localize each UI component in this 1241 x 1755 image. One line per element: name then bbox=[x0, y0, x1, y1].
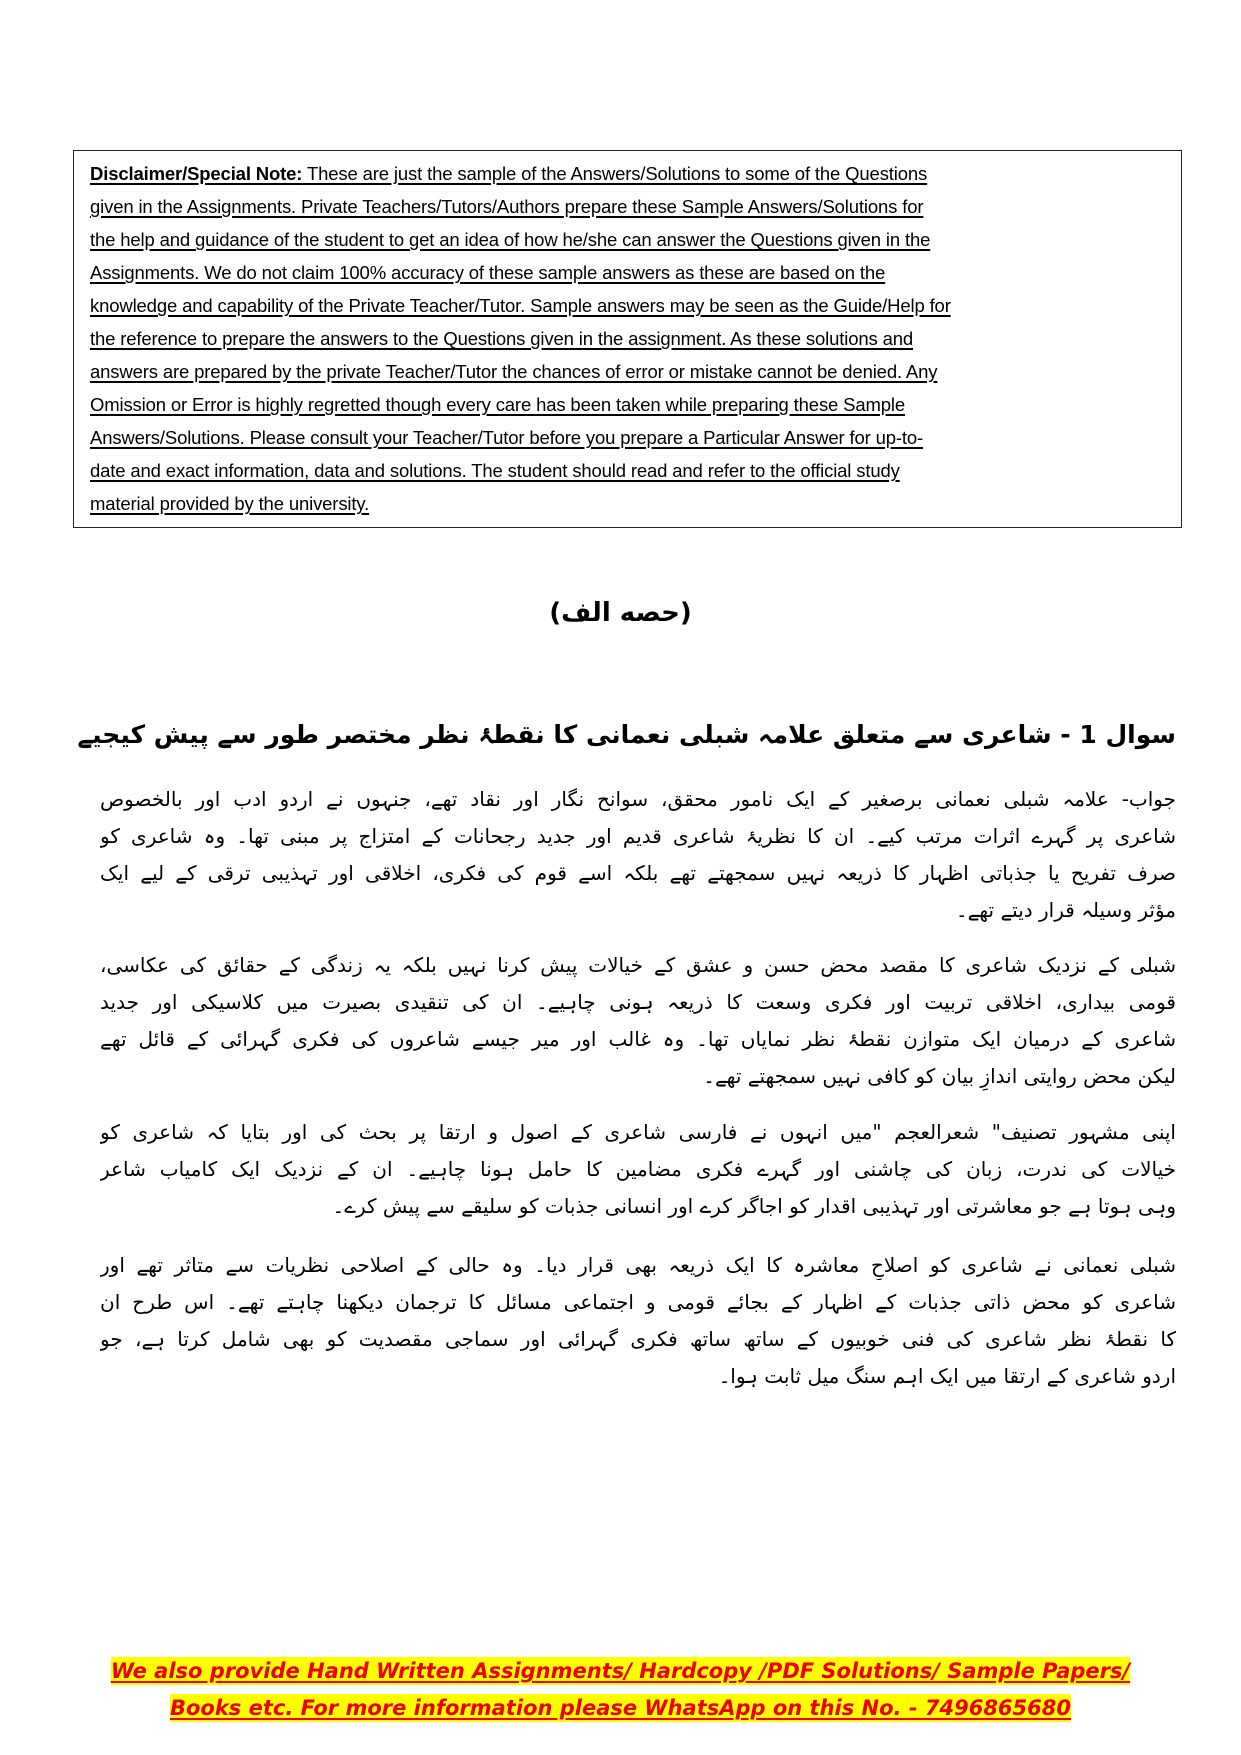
answer-line: خیالات کی ندرت، زبان کی چاشنی اور گہرے فکری مضامین کا حامل ہونا چاہیے۔ ان کے نزدیک ایک کامیاب شاعر bbox=[100, 1157, 1176, 1181]
answer-line: جواب- علامہ شبلی نعمانی برصغیر کے ایک نامور محقق، سوانح نگار اور نقاد تھے، جنہوں نے اردو ادب اور بالخصوص bbox=[100, 787, 1176, 811]
disclaimer-line: Answers/Solutions. Please consult your Teacher/Tutor before you prepare a Particular Answer for up-to- bbox=[90, 427, 924, 448]
answer-line: شبلی نعمانی نے شاعری کو اصلاحِ معاشرہ کا ایک ذریعہ بھی قرار دیا۔ وہ حالی کے اصلاحی نظریات سے متاثر تھے اور bbox=[100, 1253, 1176, 1277]
disclaimer-line: the reference to prepare the answers to the Questions given in the assignment. As these solutions and bbox=[90, 328, 913, 349]
disclaimer-line: Assignments. We do not claim 100% accuracy of these sample answers as these are based on the bbox=[90, 262, 886, 283]
disclaimer-line: Omission or Error is highly regretted though every care has been taken while preparing these Sample bbox=[90, 394, 906, 415]
answer-line: شبلی کے نزدیک شاعری کا مقصد محض حسن و عشق کے خیالات پیش کرنا نہیں بلکہ یہ زندگی کے حقائق کی عکاسی، bbox=[100, 953, 1176, 977]
section-heading: (حصه الف) bbox=[549, 598, 692, 628]
answer-line: شاعری کے درمیان ایک متوازن نقطۂ نظر نمایاں تھا۔ وہ غالب اور میر جیسے شاعروں کی فکری گہرائی کے قائل تھے bbox=[100, 1027, 1176, 1051]
answer-line: قومی بیداری، اخلاقی تربیت اور فکری وسعت کا ذریعہ ہونی چاہیے۔ ان کی تنقیدی بصیرت میں کلاسیکی اور جدید bbox=[100, 990, 1176, 1014]
answer-line: وہی ہوتا ہے جو معاشرتی اور تہذیبی اقدار کو اجاگر کرے اور انسانی جذبات کو سلیقے سے پیش کرے۔ bbox=[332, 1194, 1176, 1218]
disclaimer-line: knowledge and capability of the Private Teacher/Tutor. Sample answers may be seen as the Guide/Help for bbox=[90, 295, 951, 316]
answer-line: مؤثر وسیلہ قرار دیتے تھے۔ bbox=[955, 898, 1176, 922]
disclaimer-line: material provided by the university. bbox=[90, 493, 370, 514]
disclaimer-line bbox=[90, 163, 927, 185]
disclaimer-label: Disclaimer/Special Note: bbox=[90, 163, 303, 184]
answer-line: شاعری کو محض ذاتی جذبات کے اظہار کے بجائے قومی و اجتماعی مسائل کا ترجمان دیکھنا چاہتے تھے۔ اس طرح ان bbox=[100, 1290, 1176, 1314]
footer-promo-text: We also provide Hand Written Assignments/ Hardcopy /PDF Solutions/ Sample Papers/ bbox=[110, 1659, 1131, 1683]
disclaimer-line: given in the Assignments. Private Teachers/Tutors/Authors prepare these Sample Answers/Solutions for bbox=[90, 196, 924, 217]
answer-line: کا نقطۂ نظر شاعری کی فنی خوبیوں کے ساتھ ساتھ فکری گہرائی اور سماجی مقصدیت کو بھی شامل کرتا ہے، جو bbox=[100, 1327, 1176, 1351]
answer-line: اپنی مشہور تصنیف" شعرالعجم "میں انہوں نے فارسی شاعری کے اصول و ارتقا پر بحث کی اور بتایا کہ شاعری کو bbox=[100, 1120, 1176, 1144]
footer-whatsapp-text: Books etc. For more information please WhatsApp on this No. - 7496865680 bbox=[169, 1696, 1071, 1720]
answer-line: لیکن محض روایتی اندازِ بیان کو کافی نہیں سمجھتے تھے۔ bbox=[703, 1064, 1176, 1088]
disclaimer-line: date and exact information, data and solutions. The student should read and refer to the official study bbox=[90, 460, 900, 481]
question-title: سوال 1 - شاعری سے متعلق علامہ شبلی نعمانی کا نقطۂ نظر مختصر طور سے پیش کیجیے bbox=[77, 720, 1176, 749]
footer-promo-line bbox=[0, 1656, 1241, 1686]
disclaimer-line: the help and guidance of the student to get an idea of how he/she can answer the Questions given in the bbox=[90, 229, 931, 250]
answer-line: صرف تفریح یا جذباتی اظہار کا ذریعہ نہیں سمجھتے تھے بلکہ اسے قوم کی فکری، اخلاقی اور تہذیبی ترقی کے لیے ایک bbox=[100, 861, 1176, 885]
disclaimer-text: These are just the sample of the Answers/Solutions to some of the Questions bbox=[302, 163, 928, 184]
answer-line: شاعری پر گہرے اثرات مرتب کیے۔ ان کا نظریۂ شاعری قدیم اور جدید رجحانات کے امتزاج پر مبنی تھا۔ وہ شاعری کو bbox=[100, 824, 1176, 848]
disclaimer-box bbox=[73, 150, 1182, 528]
disclaimer-line: answers are prepared by the private Teacher/Tutor the chances of error or mistake cannot be denied. Any bbox=[90, 361, 938, 382]
answer-line: اردو شاعری کے ارتقا میں ایک اہم سنگ میل ثابت ہوا۔ bbox=[718, 1364, 1176, 1388]
footer-promo-line bbox=[0, 1693, 1241, 1723]
